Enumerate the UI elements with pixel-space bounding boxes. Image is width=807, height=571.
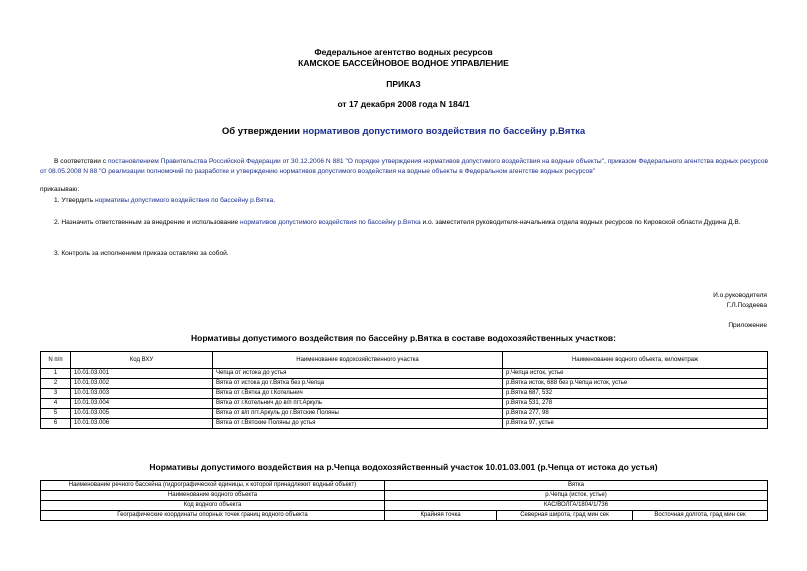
cell-number: 6 (41, 419, 71, 429)
table-row (41, 481, 768, 491)
cell-label: Наименование речного бассейна (гидрографической единицы, к которой принадлежит водный объект) (41, 481, 385, 491)
table-row (41, 369, 768, 379)
item-2-link[interactable]: нормативов допустимого воздействия по бассейну р.Вятка (240, 219, 421, 226)
cell-district: Вятка от г.Вятские Поляны до устья (213, 419, 503, 429)
agency-name: Федеральное агентство водных ресурсов (314, 47, 493, 57)
col-header-water-object: Наименование водного объекта, километраж (503, 352, 768, 369)
cell-district: Чепца от истока до устья (213, 369, 503, 379)
item-3: 3. Контроль за исполнением приказа оставляю за собой. (54, 250, 229, 257)
table-row (41, 399, 768, 409)
signature-role: И.о.руководителя (713, 292, 767, 299)
cell-district: Вятка от в/п пгт.Аркуль до г.Вятские Поляны (213, 409, 503, 419)
doc-title (0, 126, 807, 137)
cell-water-object: р.Вятка 687, 532 (503, 389, 768, 399)
item-1-suffix: . (273, 197, 276, 204)
cell-code: 10.01.03.002 (71, 379, 213, 389)
cell-label: Код водного объекта (41, 501, 385, 511)
cell-value: Вятка (385, 481, 768, 491)
table2-title: Нормативы допустимого воздействия на р.Чепца водохозяйственный участок 10.01.03.001 (р.Чепца от истока до устья) (149, 462, 658, 472)
signature-name: Г.Л.Поздеева (726, 302, 767, 309)
cell-coords-label: Географические координаты опорных точек границ водного объекта (41, 511, 385, 521)
cell-code: 10.01.03.006 (71, 419, 213, 429)
cell-extreme-point: Крайняя точка (385, 511, 497, 521)
cell-code: 10.01.03.004 (71, 399, 213, 409)
preamble-link-decree[interactable]: постановлением Правительства Российской Федерации от 30.12.2006 N 881 "О порядке утверждения нормативов допустимого воздействия на водные объекты" (107, 158, 604, 165)
item-1-prefix: 1. Утвердить (54, 197, 95, 204)
table1-title: Нормативы допустимого воздействия по бассейну р.Вятка в составе водохозяйственных участков: (191, 333, 616, 343)
chepca-table (40, 480, 768, 521)
cell-label: Наименование водного объекта (41, 491, 385, 501)
doc-title-link[interactable]: нормативов допустимого воздействия по бассейну р.Вятка (302, 126, 586, 137)
item-1 (54, 197, 275, 204)
cell-district: Вятка от г.Вятка до г.Котельнич (213, 389, 503, 399)
cell-code: 10.01.03.005 (71, 409, 213, 419)
cell-water-object: р.Вятка 531, 278 (503, 399, 768, 409)
table-row (41, 511, 768, 521)
cell-district: Вятка от г.Котельнич до в/п пгт.Аркуль (213, 399, 503, 409)
col-header-number: N п/п (41, 352, 71, 369)
table-row (41, 419, 768, 429)
table-row (41, 409, 768, 419)
doc-type: ПРИКАЗ (386, 79, 421, 89)
appendix-label: Приложение (728, 322, 767, 329)
table-row (41, 389, 768, 399)
cell-number: 1 (41, 369, 71, 379)
table-row (41, 491, 768, 501)
preamble-text-1: В соответствии с (54, 158, 108, 165)
cell-water-object: р.Вятка 97, устье (503, 419, 768, 429)
preamble-link-order[interactable]: приказом Федерального агентства водных ресурсов от 08.05.2008 N 88 "О реализации полномочий по разработке и утверждению нормативов допустимого воздействия на водные объекты в Федеральном агентстве водных ресурсов" (40, 158, 769, 175)
item-2-suffix: и.о. заместителя руководителя-начальника отдела водных ресурсов по Кировской области Дудина Д.В. (420, 219, 741, 226)
table-row (41, 379, 768, 389)
cell-water-object: р.Чепца исток, устье (503, 369, 768, 379)
cell-value: КАС/ВОЛГА/1804/1/736 (385, 501, 768, 511)
cell-number: 3 (41, 389, 71, 399)
item-2-prefix: 2. Назначить ответственным за внедрение и использование (54, 219, 241, 226)
cell-code: 10.01.03.003 (71, 389, 213, 399)
cell-number: 4 (41, 399, 71, 409)
table-row (41, 501, 768, 511)
cell-water-object: р.Вятка 277, 98 (503, 409, 768, 419)
cell-east-longitude: Восточная долгота, град мин сек (633, 511, 768, 521)
cell-district: Вятка от истока до г.Вятка без р.Чепца (213, 379, 503, 389)
col-header-code: Код ВХУ (71, 352, 213, 369)
col-header-district: Наименование водохозяйственного участка (213, 352, 503, 369)
cell-value: р.Чепца (исток, устье) (385, 491, 768, 501)
order-word: приказываю: (40, 186, 80, 193)
table-header-row (41, 352, 768, 369)
doc-date-number: от 17 декабря 2008 года N 184/1 (337, 99, 470, 109)
department-name: КАМСКОЕ БАССЕЙНОВОЕ ВОДНОЕ УПРАВЛЕНИЕ (298, 58, 509, 68)
cell-water-object: р.Вятка исток, 688 без р.Чепца исток, устье (503, 379, 768, 389)
cell-number: 5 (41, 409, 71, 419)
cell-number: 2 (41, 379, 71, 389)
districts-table (40, 351, 768, 429)
doc-title-prefix: Об утверждении (221, 126, 303, 137)
item-1-link[interactable]: нормативы допустимого воздействия по бассейну р.Вятка (94, 197, 274, 204)
preamble-text-2: , (604, 158, 608, 165)
item-2 (40, 218, 768, 228)
preamble (40, 157, 768, 177)
cell-north-latitude: Северная широта, град мин сек (497, 511, 633, 521)
cell-code: 10.01.03.001 (71, 369, 213, 379)
